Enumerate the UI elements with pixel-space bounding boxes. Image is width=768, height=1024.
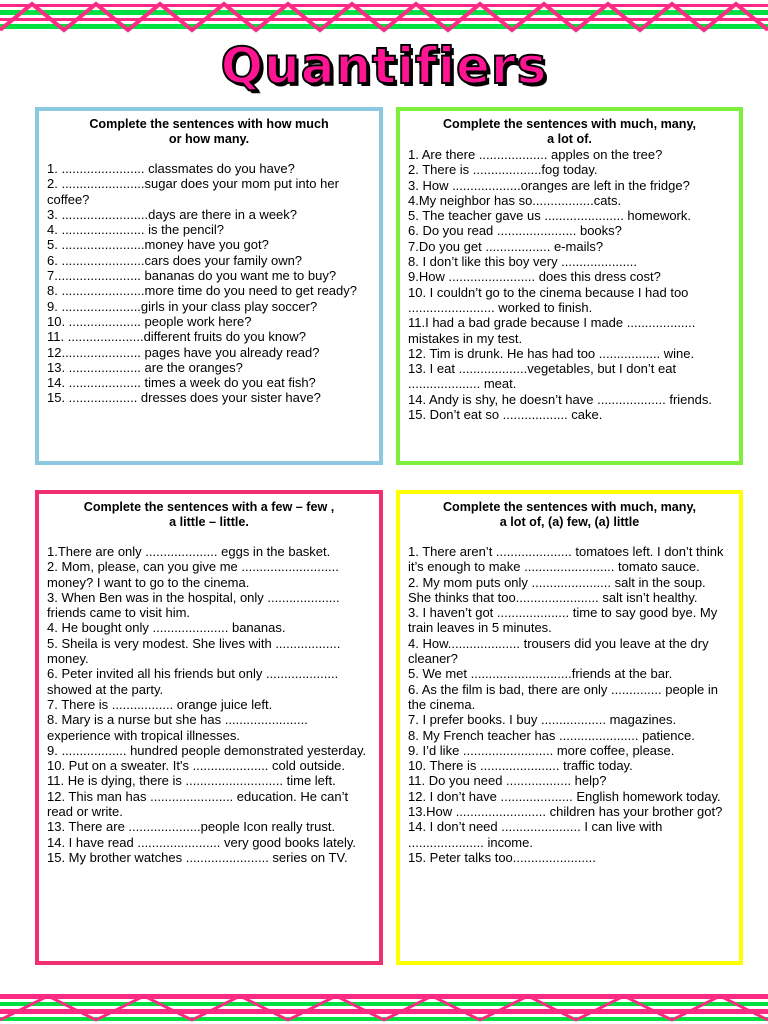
exercise-item: 8. Mary is a nurse but she has ....................... experience with tropical illnesses. xyxy=(47,712,308,743)
exercise-heading: Complete the sentences with a few – few , a little – little. xyxy=(83,500,335,529)
exercise-item: 2. .......................sugar does your mom put into her coffee? xyxy=(47,176,339,207)
exercise-item: 12. I don’t have .................... English homework today. xyxy=(408,788,721,804)
exercise-item: 6. .......................cars does your family own? xyxy=(47,252,303,268)
exercise-item: 11. Do you need .................. help? xyxy=(408,773,607,789)
exercise-item: 7. There is ................. orange juice left. xyxy=(47,696,273,712)
exercise-item: 1. Are there ................... apples on the tree? xyxy=(408,147,663,162)
exercise-item: 8. My French teacher has ...................... patience. xyxy=(408,727,695,743)
exercise-list xyxy=(408,147,731,422)
exercise-how-much-how-many xyxy=(35,107,383,465)
exercise-item: 14. I have read ....................... very good books lately. xyxy=(47,834,357,850)
exercise-item: 9. ......................girls in your class play soccer? xyxy=(47,298,318,314)
exercise-item: 14. I don’t need ...................... I can live with ..................... income. xyxy=(408,819,663,850)
exercise-item: 4. ....................... is the pencil? xyxy=(47,222,225,238)
exercise-item: 1.There are only .................... eggs in the basket. xyxy=(47,544,331,559)
exercise-item: 2. My mom puts only ...................... salt in the soup. She thinks that too....................... salt isn’t healthy. xyxy=(408,574,706,605)
exercise-item: 12. This man has ....................... education. He can’t read or write. xyxy=(47,788,349,820)
exercise-item: 6. Peter invited all his friends but only .................... showed at the party. xyxy=(47,666,339,697)
exercise-item: 1. ....................... classmates do you have? xyxy=(47,161,295,176)
exercise-item: 3. ........................days are there in a week? xyxy=(47,206,298,222)
exercise-item: 6. Do you read ...................... books? xyxy=(408,223,622,239)
exercise-item: 1. There aren’t ..................... tomatoes left. I don’t think it’s enough to make ......................... tomato sauce. xyxy=(408,544,724,575)
exercise-item: 11. .....................different fruits do you know? xyxy=(47,329,306,345)
exercise-item: 13. .................... are the oranges? xyxy=(47,359,243,375)
exercise-item: 13. I eat ...................vegetables, but I don’t eat .................... meat. xyxy=(408,361,677,392)
exercise-item: 11. He is dying, there is ........................... time left. xyxy=(47,773,336,789)
exercise-few-little xyxy=(35,490,383,965)
exercise-item: 9.How ........................ does this dress cost? xyxy=(408,269,661,285)
exercise-item: 5. Sheila is very modest. She lives with .................. money. xyxy=(47,635,341,667)
exercise-item: 13. There are ....................people Icon really trust. xyxy=(47,819,336,835)
exercise-heading: Complete the sentences with how much or how many. xyxy=(89,117,329,146)
exercise-mixed-quantifiers xyxy=(396,490,743,965)
exercise-item: 4. He bought only ..................... bananas. xyxy=(47,620,286,636)
exercise-item: 14. Andy is shy, he doesn’t have ................... friends. xyxy=(408,391,712,407)
exercise-heading: Complete the sentences with much, many, a lot of. xyxy=(442,117,697,146)
exercise-much-many-a-lot-of xyxy=(396,107,743,465)
exercise-item: 3. I haven’t got .................... time to say good bye. My train leaves in 5 minutes. xyxy=(408,605,718,636)
exercise-item: 4.My neighbor has so.................cats. xyxy=(408,192,622,208)
exercise-item: 7........................ bananas do you want me to buy? xyxy=(47,268,337,284)
exercise-item: 7. I prefer books. I buy .................. magazines. xyxy=(408,712,677,728)
exercise-list xyxy=(408,544,731,865)
exercise-list xyxy=(47,161,371,406)
exercise-item: 5. .......................money have you got? xyxy=(47,237,269,253)
page-title: Quantifiers xyxy=(220,37,548,95)
exercise-item: 2. There is ...................fog today. xyxy=(408,162,598,178)
exercise-item: 10. Put on a sweater. It's ..................... cold outside. xyxy=(47,758,346,774)
exercise-item: 8. .......................more time do you need to get ready? xyxy=(47,283,357,299)
exercise-item: 7.Do you get .................. e-mails? xyxy=(408,238,604,254)
exercise-item: 10. I couldn’t go to the cinema because I had too ........................ worked to finish. xyxy=(408,284,689,315)
exercise-item: 9. .................. hundred people demonstrated yesterday. xyxy=(47,742,367,758)
exercise-item: 2. Mom, please, can you give me ........................... money? I want to go to the cinema. xyxy=(47,559,339,590)
decorative-border-top xyxy=(0,0,768,34)
decorative-border-bottom xyxy=(0,990,768,1024)
exercise-heading: Complete the sentences with much, many, a lot of, (a) few, (a) little xyxy=(442,500,697,529)
exercise-item: 6. As the film is bad, there are only .............. people in the cinema. xyxy=(408,681,718,712)
exercise-item: 15. Don’t eat so .................. cake. xyxy=(408,407,603,423)
exercise-list xyxy=(47,544,371,865)
exercise-item: 10. .................... people work here? xyxy=(47,313,252,329)
exercise-item: 5. We met ............................friends at the bar. xyxy=(408,666,673,682)
exercise-item: 5. The teacher gave us ...................... homework. xyxy=(408,208,691,224)
exercise-item: 4. How.................... trousers did you leave at the dry cleaner? xyxy=(408,635,709,667)
exercise-item: 15. Peter talks too....................... xyxy=(408,849,596,865)
exercise-item: 3. When Ben was in the hospital, only .................... friends came to visit him. xyxy=(47,589,340,621)
exercise-item: 15. ................... dresses does your sister have? xyxy=(47,390,321,406)
exercise-item: 11.I had a bad grade because I made ................... mistakes in my test. xyxy=(408,315,696,346)
exercise-item: 15. My brother watches ....................... series on TV. xyxy=(47,849,348,865)
exercise-item: 12. Tim is drunk. He has had too ................. wine. xyxy=(408,345,695,361)
exercise-item: 12...................... pages have you already read? xyxy=(47,344,320,360)
exercise-item: 10. There is ...................... traffic today. xyxy=(408,758,633,774)
exercise-item: 8. I don’t like this boy very ..................... xyxy=(408,254,638,270)
exercise-item: 13.How ......................... children has your brother got? xyxy=(408,804,723,820)
exercise-item: 9. I’d like ......................... more coffee, please. xyxy=(408,742,675,758)
exercise-item: 14. .................... times a week do you eat fish? xyxy=(47,375,316,391)
exercise-item: 3. How ...................oranges are left in the fridge? xyxy=(408,177,690,193)
